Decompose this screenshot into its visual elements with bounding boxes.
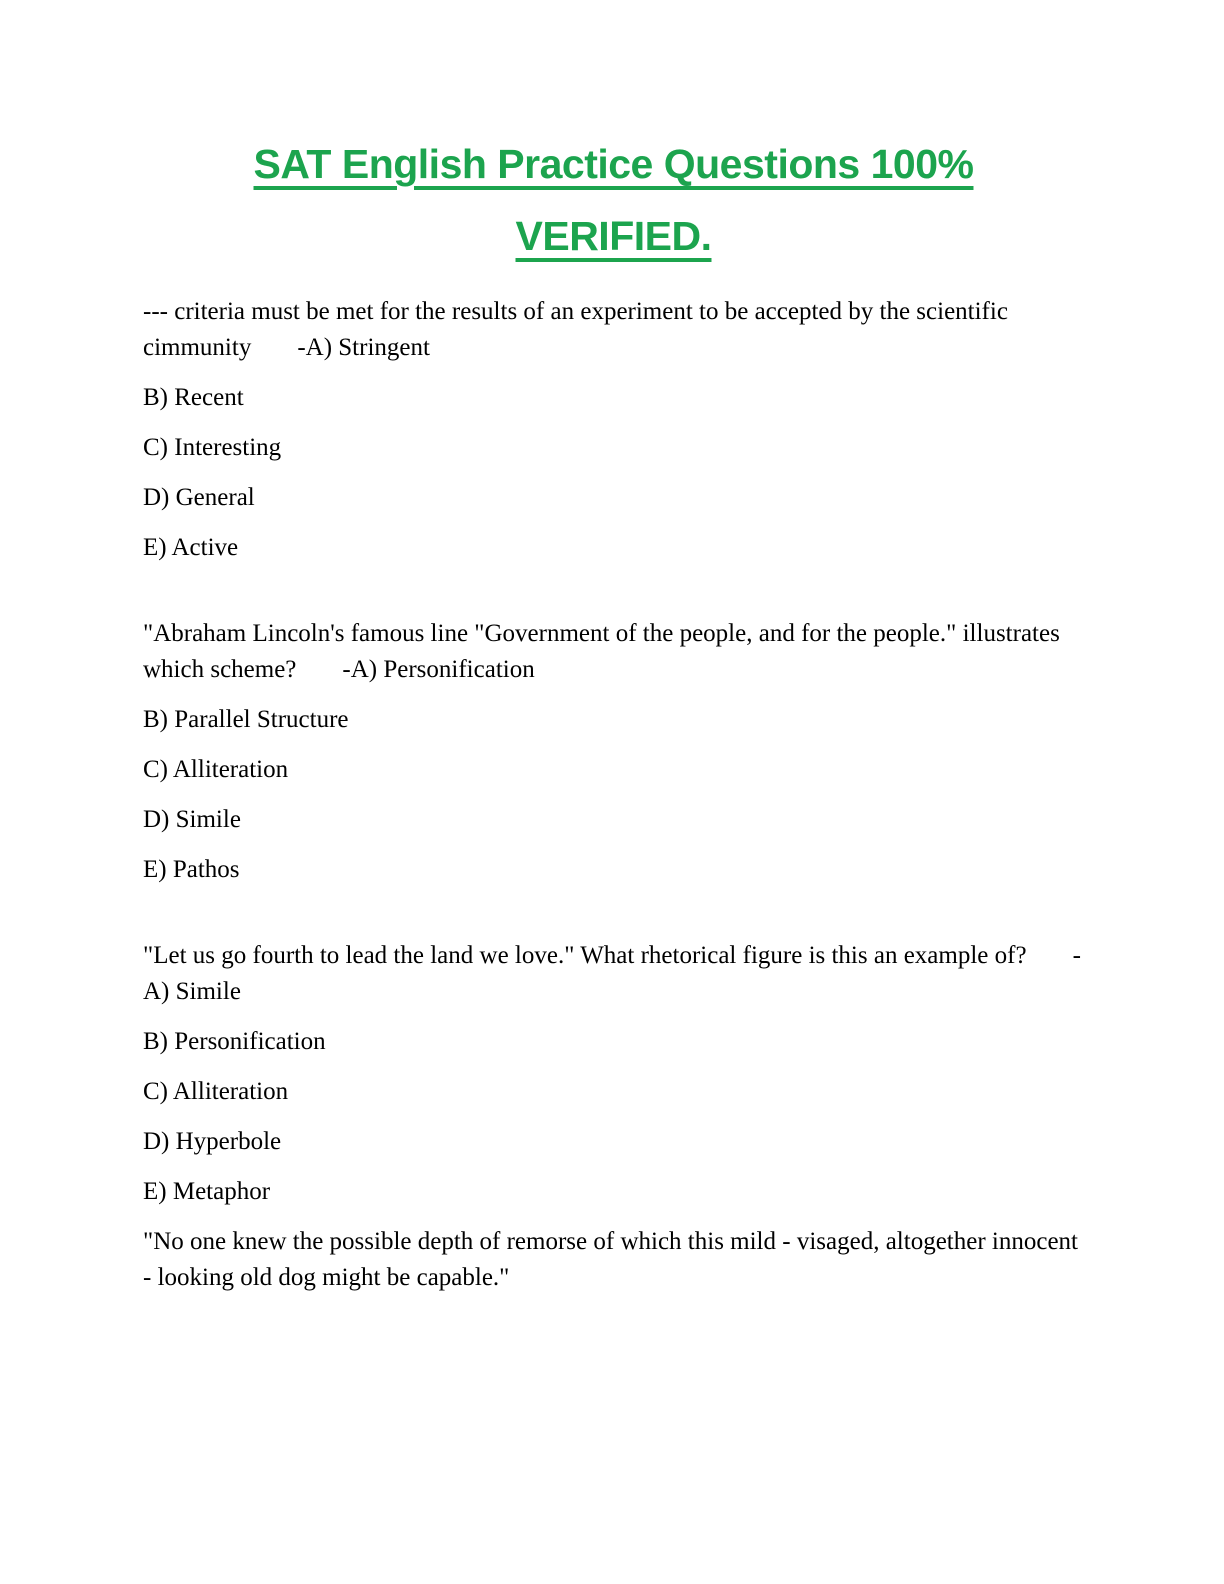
question-answer-text: -A) Personification [342,656,535,683]
answer-option: B) Recent [143,384,244,411]
question-prompt-text: --- criteria must be met for the results of an experiment to be accepted by the scientific cimmunity [143,298,1008,361]
answer-option: C) Alliteration [143,1078,289,1105]
document-body [143,294,1084,1296]
question-block-2 [143,616,1084,888]
question-prompt [143,616,1084,688]
answer-option: D) Hyperbole [143,1128,282,1155]
question-prompt-text: "Let us go fourth to lead the land we love." What rhetorical figure is this an example of? [143,942,1027,969]
answer-option: C) Alliteration [143,756,289,783]
page-title-line-2 [143,200,1084,272]
answer-option: C) Interesting [143,434,282,461]
question-prompt [143,294,1084,366]
question-answer-text: -A) Simile [143,942,1081,1005]
page-title-text-1: SAT English Practice Questions 100% [253,141,974,187]
question-answer-text: -A) Stringent [297,334,430,361]
question-prompt [143,938,1084,1010]
answer-option: D) Simile [143,806,241,833]
page-title-text-2: VERIFIED. [515,213,712,259]
question-block-3 [143,938,1084,1210]
answer-option: B) Personification [143,1028,326,1055]
answer-option: E) Metaphor [143,1178,271,1205]
question-block-1 [143,294,1084,566]
answer-option: E) Active [143,534,239,561]
closing-quote: "No one knew the possible depth of remorse of which this mild - visaged, altogether innocent - looking old dog might be capable." [143,1228,1078,1291]
page-title [143,128,1084,272]
page-title-line-1 [143,128,1084,200]
answer-option: E) Pathos [143,856,240,883]
answer-option: D) General [143,484,255,511]
answer-option: B) Parallel Structure [143,706,349,733]
question-prompt-text: "Abraham Lincoln's famous line "Government of the people, and for the people." illustrates which scheme? [143,620,1060,683]
